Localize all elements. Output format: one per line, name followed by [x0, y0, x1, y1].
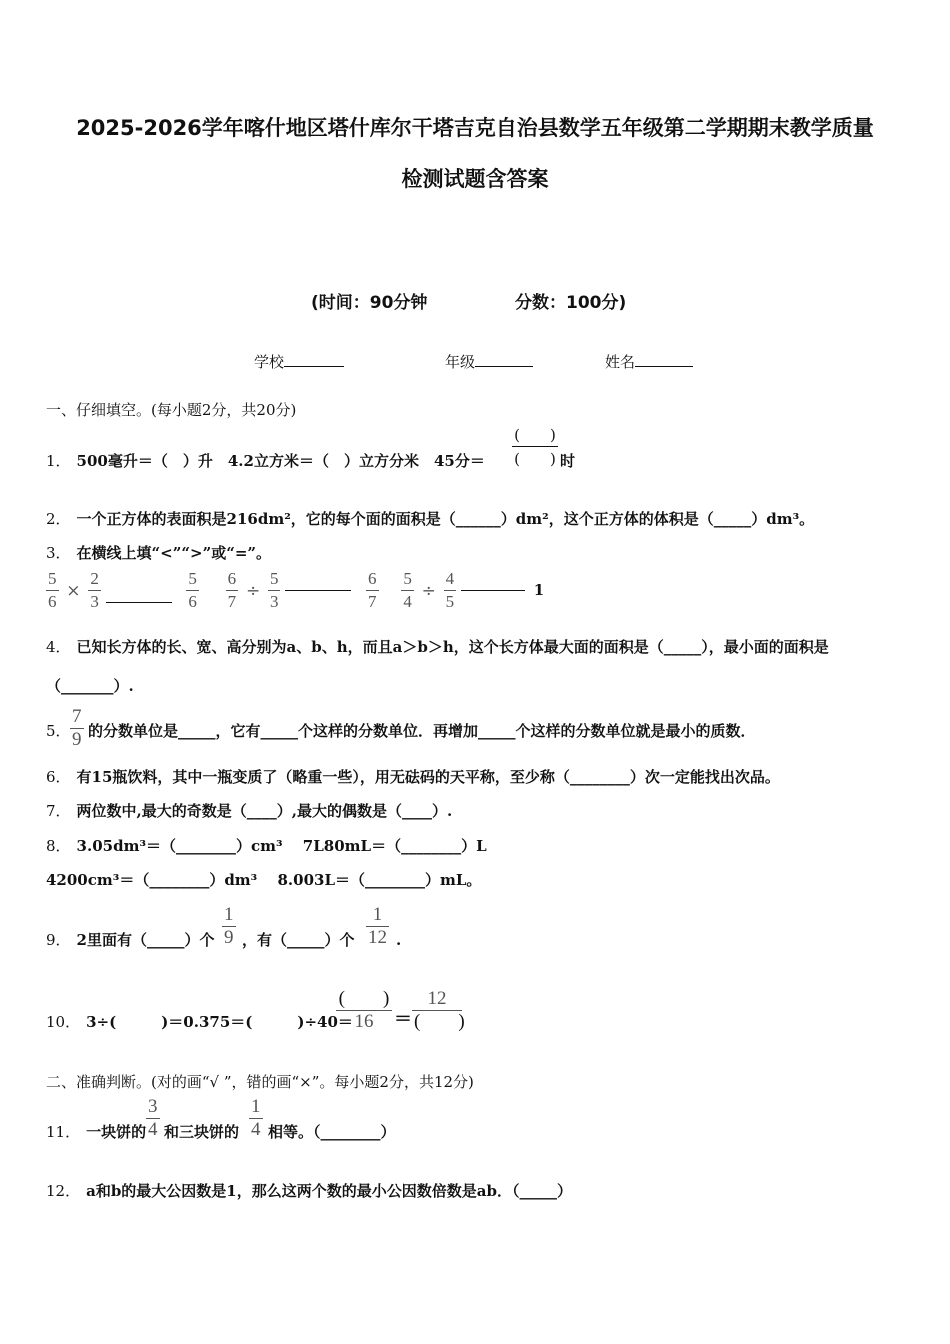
- question-1: 1． 500毫升＝（ ）升 4.2立方米＝（ ）立方分米 45分＝ ( ) ( ) 时: [46, 426, 576, 470]
- question-7: 7． 两位数中,最大的奇数是（____）,最大的偶数是（____）.: [46, 802, 453, 820]
- question-2: 2． 一个正方体的表面积是216dm²，它的每个面的面积是（______）dm²，这个正方体的体积是（_____）dm³。: [46, 510, 815, 528]
- q3-fraction: $\frac{6}{7}$: [227, 569, 237, 611]
- q3-fraction: $\frac{2}{3}$: [90, 569, 99, 611]
- q3-fraction: $\frac{4}{5}$: [445, 569, 455, 611]
- grade-field: [445, 351, 533, 372]
- section-2-heading: 二、准确判断。(对的画“√ ”，错的画“×”。每小题2分，共12分): [46, 1073, 474, 1091]
- school-blank[interactable]: [284, 366, 344, 367]
- grade-label: 年级: [445, 353, 476, 371]
- school-field: [254, 351, 344, 372]
- school-label: 学校: [254, 353, 285, 371]
- q9-fraction-1: $\frac{1}{9}$: [224, 904, 234, 948]
- question-8-cont: 4200cm³＝（________）dm³ 8.003L＝（________）mL。: [46, 871, 482, 889]
- question-10: 10． 3÷( )＝0.375＝( )÷40＝ ( ) 16 ＝ 12 ( ): [46, 988, 465, 1032]
- q11-fraction-2: $\frac{1}{4}$: [251, 1096, 261, 1140]
- time-info: (时间：90分钟: [311, 293, 428, 313]
- question-12: 12． a和b的最大公因数是1，那么这两个数的最小公因数倍数是ab．（_____）: [46, 1182, 572, 1200]
- doc-title-line2: 检测试题含答案: [401, 167, 549, 191]
- q3-fraction: $\frac{6}{7}$: [368, 569, 377, 611]
- score-info: 分数：100分): [515, 293, 627, 313]
- name-blank[interactable]: [635, 366, 693, 367]
- name-field: [605, 351, 693, 372]
- q3-fraction: $\frac{5}{3}$: [269, 569, 279, 611]
- q3-blank-2[interactable]: [285, 590, 351, 591]
- q3-blank-3[interactable]: [461, 590, 525, 591]
- question-3: 3． 在横线上填“<”“>”或“=”。: [46, 544, 272, 562]
- question-5: 5． $\frac{7}{9}$ 的分数单位是_____，它有_____个这样的分数单位．再增加_____个这样的分数单位就是最小的质数．: [46, 706, 756, 750]
- q3-fraction: $\frac{5}{6}$: [48, 569, 57, 611]
- question-4-cont: （_______）.: [46, 677, 134, 695]
- q10-fraction-2: 12 ( ): [414, 988, 465, 1032]
- question-9: 9． 2里面有（_____）个 $\frac{1}{9}$ ，有（_____）个 $\frac{1}{12}$ .: [46, 904, 402, 949]
- name-label: 姓名: [605, 353, 636, 371]
- q9-fraction-2: $\frac{1}{12}$: [368, 904, 387, 948]
- q5-fraction: $\frac{7}{9}$: [72, 706, 82, 750]
- q3-fraction: $\frac{5}{6}$: [188, 569, 197, 611]
- q1-fraction: ( ) ( ): [512, 424, 558, 471]
- section-1-heading: 一、仔细填空。(每小题2分，共20分): [46, 401, 297, 419]
- doc-title-line1: 2025-2026学年喀什地区塔什库尔干塔吉克自治县数学五年级第二学期期末教学质量: [76, 116, 874, 140]
- q10-fraction-1: ( ) 16: [336, 988, 392, 1033]
- q3-comparisons: $\frac{5}{6}$ × $\frac{2}{3}$ $\frac{5}{6}$ $\frac{6}{7}$ ÷ $\frac{5}{3}$ $\frac{6}{7}$ $\frac{5}{4}$ ÷ $\frac{4}{5}$ 1: [48, 569, 545, 611]
- q3-fraction: $\frac{5}{4}$: [403, 569, 412, 611]
- question-11: 11． 一块饼的 $\frac{3}{4}$ 和三块饼的 $\frac{1}{4}$ 相等。（________）: [46, 1096, 396, 1141]
- grade-blank[interactable]: [475, 366, 533, 367]
- question-6: 6． 有15瓶饮料，其中一瓶变质了（略重一些），用无砝码的天平称，至少称（________）次一定能找出次品。: [46, 768, 780, 786]
- question-4: 4． 已知长方体的长、宽、高分别为a、b、h，而且a＞b＞h，这个长方体最大面的面积是（_____），最小面的面积是: [46, 638, 829, 656]
- question-8: 8． 3.05dm³＝（________）cm³ 7L80mL＝（________）L: [46, 837, 487, 855]
- q3-blank-1[interactable]: [106, 602, 172, 603]
- q11-fraction-1: $\frac{3}{4}$: [148, 1096, 158, 1140]
